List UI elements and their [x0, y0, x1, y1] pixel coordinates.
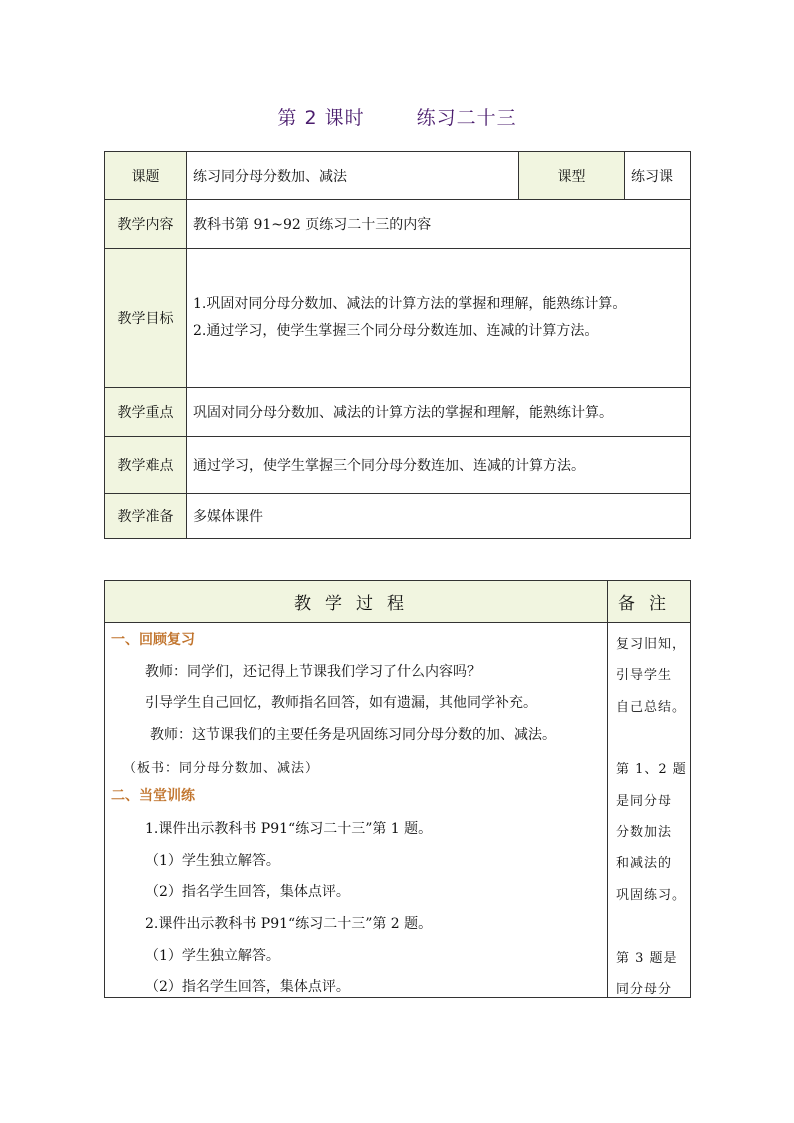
exercise-item: 2.课件出示教科书 P91“练习二十三”第 2 题。 — [145, 916, 433, 932]
notes-body — [608, 623, 691, 998]
type-value: 练习课 — [625, 152, 691, 200]
key-point-label: 教学重点 — [105, 388, 187, 437]
teaching-process-table — [104, 580, 691, 998]
page-title — [0, 103, 794, 130]
process-header: 教学过程 — [105, 581, 608, 623]
lesson-info-table — [104, 151, 691, 539]
process-paragraph: 引导学生自己回忆，教师指名回答，如有遗漏，其他同学补充。 — [145, 695, 537, 711]
preparation-label: 教学准备 — [105, 494, 187, 539]
note-line: 第 3 题是 — [616, 951, 678, 966]
topic-label: 课题 — [105, 152, 187, 200]
note-line: 分数加法 — [616, 825, 673, 840]
exercise-step: （2）指名学生回答，集体点评。 — [145, 979, 350, 995]
process-paragraph: 教师：这节课我们的主要任务是巩固练习同分母分数的加、减法。 — [150, 727, 556, 743]
exercise-step: （1）学生独立解答。 — [145, 948, 280, 964]
goal-label: 教学目标 — [105, 249, 187, 388]
key-point-value: 巩固对同分母分数加、减法的计算方法的掌握和理解，能熟练计算。 — [187, 388, 691, 437]
note-line: 复习旧知， — [616, 637, 687, 652]
section-practice-title: 二、当堂训练 — [111, 788, 195, 804]
section-review-title: 一、回顾复习 — [111, 632, 195, 648]
blackboard-note: （板书：同分母分数加、减法） — [123, 761, 320, 776]
note-line: 第 1、2 题 — [616, 762, 687, 777]
note-line: 和减法的 — [616, 856, 673, 871]
type-label: 课型 — [519, 152, 625, 200]
notes-header: 备注 — [608, 581, 691, 623]
process-paragraph: 教师：同学们，还记得上节课我们学习了什么内容吗？ — [145, 664, 481, 680]
topic-value: 练习同分母分数加、减法 — [187, 152, 519, 200]
process-body — [105, 623, 608, 998]
note-line: 自己总结。 — [616, 700, 687, 715]
content-value: 教科书第 91~92 页练习二十三的内容 — [187, 200, 691, 249]
note-line: 巩固练习。 — [616, 888, 687, 903]
goal-line-1: 1.巩固对同分母分数加、减法的计算方法的掌握和理解，能熟练计算。 — [193, 296, 627, 312]
difficulty-label: 教学难点 — [105, 437, 187, 494]
exercise-step: （1）学生独立解答。 — [145, 853, 280, 869]
preparation-value: 多媒体课件 — [187, 494, 691, 539]
note-line: 是同分母 — [616, 794, 673, 809]
exercise-step: （2）指名学生回答，集体点评。 — [145, 884, 350, 900]
lesson-number: 第 2 课时 — [277, 107, 365, 129]
content-label: 教学内容 — [105, 200, 187, 249]
difficulty-value: 通过学习，使学生掌握三个同分母分数连加、连减的计算方法。 — [187, 437, 691, 494]
note-line: 同分母分 — [616, 982, 673, 997]
exercise-item: 1.课件出示教科书 P91“练习二十三”第 1 题。 — [145, 821, 433, 837]
goal-value — [187, 249, 691, 388]
goal-line-2: 2.通过学习，使学生掌握三个同分母分数连加、连减的计算方法。 — [193, 323, 599, 339]
lesson-name: 练习二十三 — [416, 107, 517, 129]
note-line: 引导学生 — [616, 668, 673, 683]
